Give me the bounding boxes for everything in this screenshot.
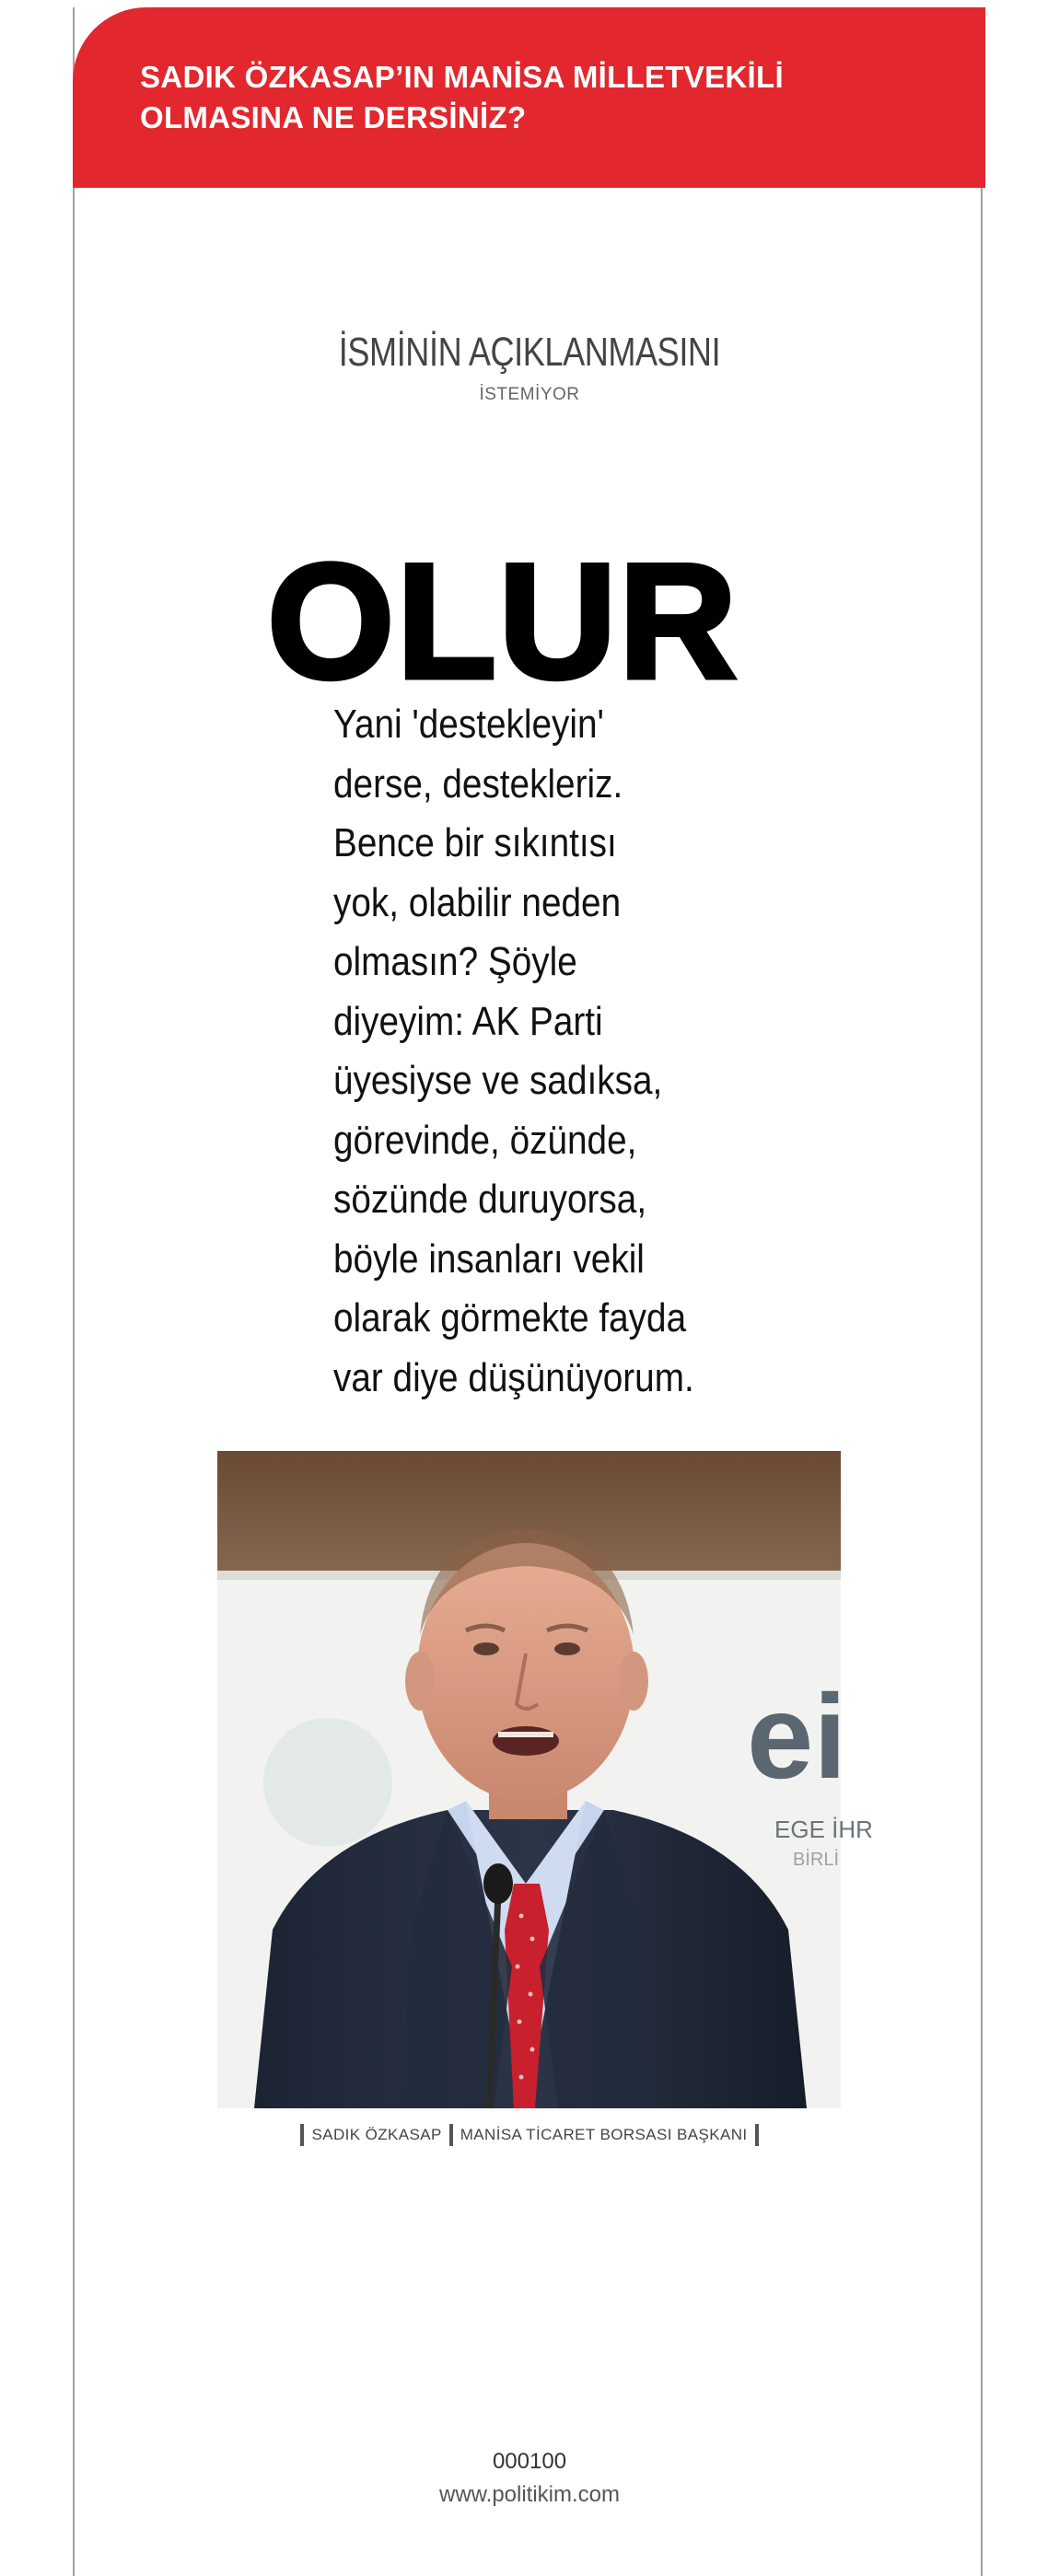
quote-line: böyle insanları vekil	[333, 1236, 645, 1282]
backdrop-logo: ei	[747, 1669, 847, 1804]
answer-quote	[333, 695, 715, 1408]
caption-person-name: SADIK ÖZKASAP	[311, 2126, 442, 2143]
quote-line: olmasın? Şöyle	[333, 939, 577, 984]
quote-line: olarak görmekte fayda	[333, 1295, 687, 1340]
backdrop-org-name: EGE İHR	[774, 1816, 873, 1843]
respondent-anonymity-sublabel: İSTEMİYOR	[479, 385, 580, 404]
answer-verdict: OLUR	[267, 529, 739, 713]
microphone	[483, 1863, 513, 1904]
footer-code: 000100	[492, 2449, 567, 2474]
footer-website: www.politikim.com	[438, 2482, 621, 2507]
photo-caption	[0, 2124, 1059, 2146]
mouth	[493, 1726, 559, 1756]
respondent-anonymity-label: İSMİNİN AÇIKLANMASINI	[338, 330, 721, 375]
portrait-photo	[217, 1451, 873, 2108]
quote-line: var diye düşünüyorum.	[333, 1354, 694, 1400]
question-title-line-1: SADIK ÖZKASAP’IN MANİSA MİLLETVEKİLİ	[140, 60, 784, 94]
caption-divider	[449, 2124, 453, 2146]
quote-line: yok, olabilir neden	[333, 879, 622, 925]
caption-person-title: MANİSA TİCARET BORSASI BAŞKANI	[460, 2126, 748, 2143]
quote-line: derse, destekleriz.	[333, 760, 623, 806]
caption-divider	[755, 2124, 759, 2146]
quote-line: görevinde, özünde,	[333, 1117, 637, 1163]
portrait-illustration	[217, 1451, 873, 2108]
quote-line: üyesiyse ve sadıksa,	[333, 1058, 663, 1103]
quote-line: sözünde duruyorsa,	[333, 1177, 647, 1222]
question-header	[73, 7, 985, 188]
caption-divider	[300, 2124, 304, 2146]
quote-line: diyeyim: AK Parti	[333, 998, 603, 1044]
quote-line: Bence bir sıkıntısı	[333, 820, 617, 865]
question-title-line-2: OLMASINA NE DERSİNİZ?	[140, 100, 527, 134]
quote-line: Yani 'destekleyin'	[333, 702, 604, 747]
backdrop-org-name-2: BİRLİ	[793, 1850, 840, 1870]
